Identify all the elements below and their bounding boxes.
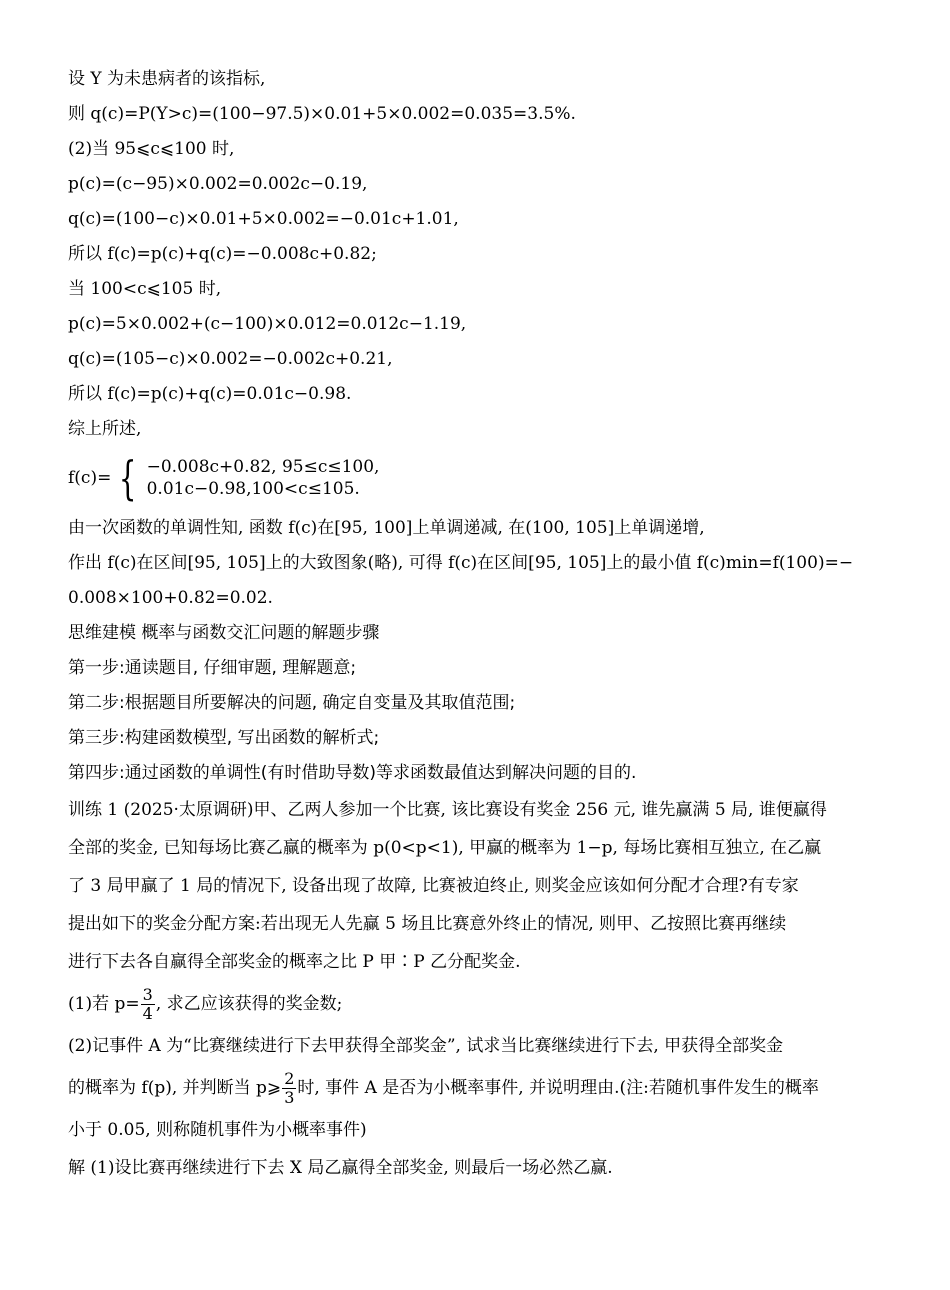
- exercise-line: 训练 1 (2025·太原调研)甲、乙两人参加一个比赛, 该比赛设有奖金 256 元, 谁先赢满 5 局, 谁便赢得: [68, 800, 827, 820]
- model-step: 第四步:通过函数的单调性(有时借助导数)等求函数最值达到解决问题的目的.: [68, 763, 637, 783]
- piecewise-cases: [147, 456, 380, 500]
- question-2-line-3: 小于 0.05, 则称随机事件为小概率事件): [68, 1120, 367, 1140]
- fraction-numerator: 3: [142, 985, 153, 1004]
- fraction: [141, 986, 155, 1023]
- text-line: 由一次函数的单调性知, 函数 f(c)在[95, 100]上单调递减, 在(100, 105]上单调递增,: [68, 518, 705, 538]
- piecewise-function: [68, 449, 888, 507]
- model-step: 第三步:构建函数模型, 写出函数的解析式;: [68, 728, 380, 748]
- model-step: 第一步:通读题目, 仔细审题, 理解题意;: [68, 658, 357, 678]
- fraction: [282, 1070, 296, 1107]
- conclusion: [68, 511, 888, 616]
- document-page: [68, 62, 888, 1187]
- question-2-line-1: (2)记事件 A 为“比赛继续进行下去甲获得全部奖金”, 试求当比赛继续进行下去, 甲获得全部奖金: [68, 1036, 784, 1056]
- text-line: 作出 f(c)在区间[95, 105]上的大致图象(略), 可得 f(c)在区间[95, 105]上的最小值 f(c)min=f(100)=−: [68, 553, 854, 573]
- exercise-line: 了 3 局甲赢了 1 局的情况下, 设备出现了故障, 比赛被迫终止, 则奖金应该如何分配才合理?有专家: [68, 876, 799, 896]
- text-line: (2)当 95⩽c⩽100 时,: [68, 139, 235, 159]
- q2-prefix: 的概率为 f(p), 并判断当 p⩾: [68, 1078, 282, 1098]
- piecewise-lhs: f(c)=: [68, 468, 112, 488]
- text-line: p(c)=(c−95)×0.002=0.002c−0.19,: [68, 174, 368, 194]
- solution-steps: [68, 62, 888, 447]
- q2-suffix: 时, 事件 A 是否为小概率事件, 并说明理由.(注:若随机事件发生的概率: [297, 1078, 819, 1098]
- thinking-model: [68, 616, 888, 791]
- q1-prefix: (1)若 p=: [68, 994, 140, 1014]
- q1-suffix: , 求乙应该获得的奖金数;: [155, 994, 343, 1014]
- text-line: p(c)=5×0.002+(c−100)×0.012=0.012c−1.19,: [68, 314, 467, 334]
- model-step: 第二步:根据题目所要解决的问题, 确定自变量及其取值范围;: [68, 693, 516, 713]
- model-title: 思维建模 概率与函数交汇问题的解题步骤: [68, 623, 380, 643]
- text-line: 则 q(c)=P(Y>c)=(100−97.5)×0.01+5×0.002=0.035=3.5%.: [68, 104, 576, 124]
- text-line: 0.008×100+0.82=0.02.: [68, 588, 273, 608]
- question-2-line-2: [68, 1065, 888, 1111]
- exercise-line: 全部的奖金, 已知每场比赛乙赢的概率为 p(0<p<1), 甲赢的概率为 1−p, 每场比赛相互独立, 在乙赢: [68, 838, 822, 858]
- text-line: 所以 f(c)=p(c)+q(c)=0.01c−0.98.: [68, 384, 352, 404]
- piecewise-case-1: −0.008c+0.82, 95≤c≤100,: [146, 457, 380, 477]
- question-1: [68, 981, 888, 1027]
- exercise: [68, 791, 888, 1187]
- text-line: q(c)=(105−c)×0.002=−0.002c+0.21,: [68, 349, 393, 369]
- exercise-line: 提出如下的奖金分配方案:若出现无人先赢 5 场且比赛意外终止的情况, 则甲、乙按照比赛再继续: [68, 914, 787, 934]
- text-line: 所以 f(c)=p(c)+q(c)=−0.008c+0.82;: [68, 244, 377, 264]
- text-line: 当 100<c⩽105 时,: [68, 279, 222, 299]
- text-line: q(c)=(100−c)×0.01+5×0.002=−0.01c+1.01,: [68, 209, 459, 229]
- piecewise-case-2: 0.01c−0.98,100<c≤105.: [146, 479, 360, 499]
- text-line: 设 Y 为未患病者的该指标,: [68, 69, 266, 89]
- left-brace-icon: {: [119, 451, 137, 505]
- fraction-denominator: 4: [142, 1004, 153, 1023]
- exercise-line: 进行下去各自赢得全部奖金的概率之比 P 甲∶P 乙分配奖金.: [68, 952, 521, 972]
- fraction-denominator: 3: [284, 1088, 295, 1107]
- solution-start: 解 (1)设比赛再继续进行下去 X 局乙赢得全部奖金, 则最后一场必然乙赢.: [68, 1158, 613, 1178]
- text-line: 综上所述,: [68, 419, 142, 439]
- fraction-numerator: 2: [284, 1069, 295, 1088]
